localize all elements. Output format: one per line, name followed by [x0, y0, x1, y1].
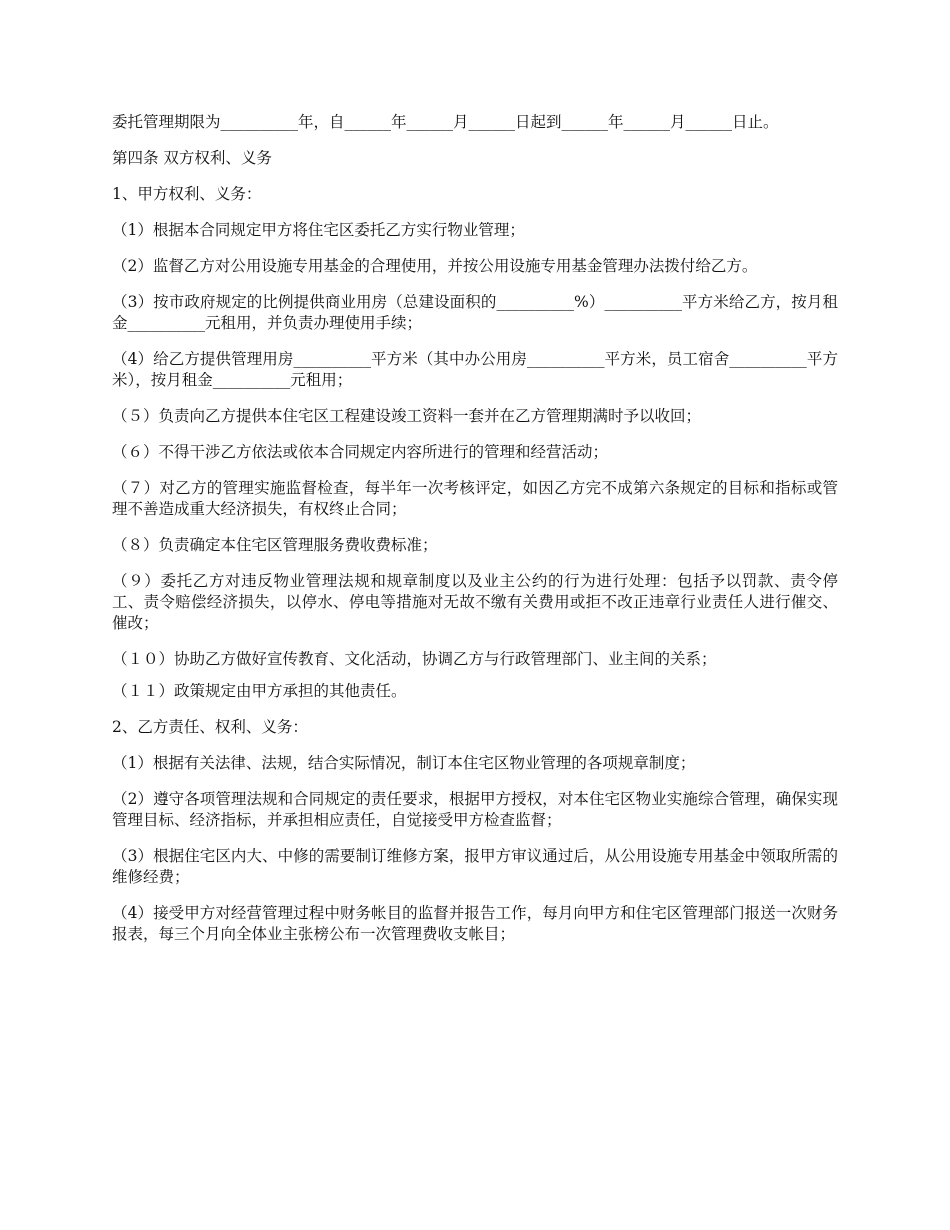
party-a-clause-6: （６）不得干涉乙方依法或依本合同规定内容所进行的管理和经营活动； — [112, 443, 609, 461]
party-b-heading: 2、乙方责任、权利、义务： — [112, 718, 308, 736]
party-a-heading: 1、甲方权利、义务： — [112, 185, 262, 203]
party-b-clause-3: （3）根据住宅区内大、中修的需要制订维修方案，报甲方审议通过后，从公用设施专用基金中领取所需的维修经费； — [112, 847, 838, 886]
party-a-clause-7: （７）对乙方的管理实施监督检查，每半年一次考核评定，如因乙方完不成第六条规定的目标和指标或管理不善造成重大经济损失，有权终止合同； — [112, 479, 838, 518]
party-a-clause-5: （５）负责向乙方提供本住宅区工程建设竣工资料一套并在乙方管理期满时予以收回； — [112, 407, 702, 425]
party-a-clause-1: （1）根据本合同规定甲方将住宅区委托乙方实行物业管理； — [112, 221, 525, 239]
party-a-clause-2: （2）监督乙方对公用设施专用基金的合理使用，并按公用设施专用基金管理办法拨付给乙方。 — [112, 257, 758, 275]
document-page — [112, 112, 838, 960]
party-b-clause-4: （4）接受甲方对经营管理过程中财务帐目的监督并报告工作，每月向甲方和住宅区管理部门报送一次财务报表，每三个月向全体业主张榜公布一次管理费收支帐目； — [112, 904, 838, 943]
management-period-paragraph: 委托管理期限为__________年，自______年______月______日起到______年______月______日止。 — [112, 113, 779, 131]
article-four-heading: 第四条 双方权利、义务 — [112, 149, 272, 167]
party-a-clause-8: （８）负责确定本住宅区管理服务费收费标准； — [112, 536, 438, 554]
party-a-clause-10: （１０）协助乙方做好宣传教育、文化活动，协调乙方与行政管理部门、业主间的关系； — [112, 650, 717, 668]
party-b-clause-2: （2）遵守各项管理法规和合同规定的责任要求，根据甲方授权，对本住宅区物业实施综合管理，确保实现管理目标、经济指标，并承担相应责任，自觉接受甲方检查监督； — [112, 790, 838, 829]
party-a-clause-11: （１１）政策规定由甲方承担的其他责任。 — [112, 682, 407, 700]
party-a-clause-4: （4）给乙方提供管理用房__________平方米（其中办公用房__________平方米，员工宿舍__________平方米），按月租金__________元租用； — [112, 350, 838, 389]
party-b-clause-1: （1）根据有关法律、法规，结合实际情况，制订本住宅区物业管理的各项规章制度； — [112, 754, 696, 772]
party-a-clause-9: （９）委托乙方对违反物业管理法规和规章制度以及业主公约的行为进行处理：包括予以罚款、责令停工、责令赔偿经济损失，以停水、停电等措施对无故不缴有关费用或拒不改正违章行业责任人进行催交、催改； — [112, 572, 838, 632]
party-a-clause-3: （3）按市政府规定的比例提供商业用房（总建设面积的__________%）__________平方米给乙方，按月租金__________元租用，并负责办理使用手续； — [112, 293, 838, 332]
